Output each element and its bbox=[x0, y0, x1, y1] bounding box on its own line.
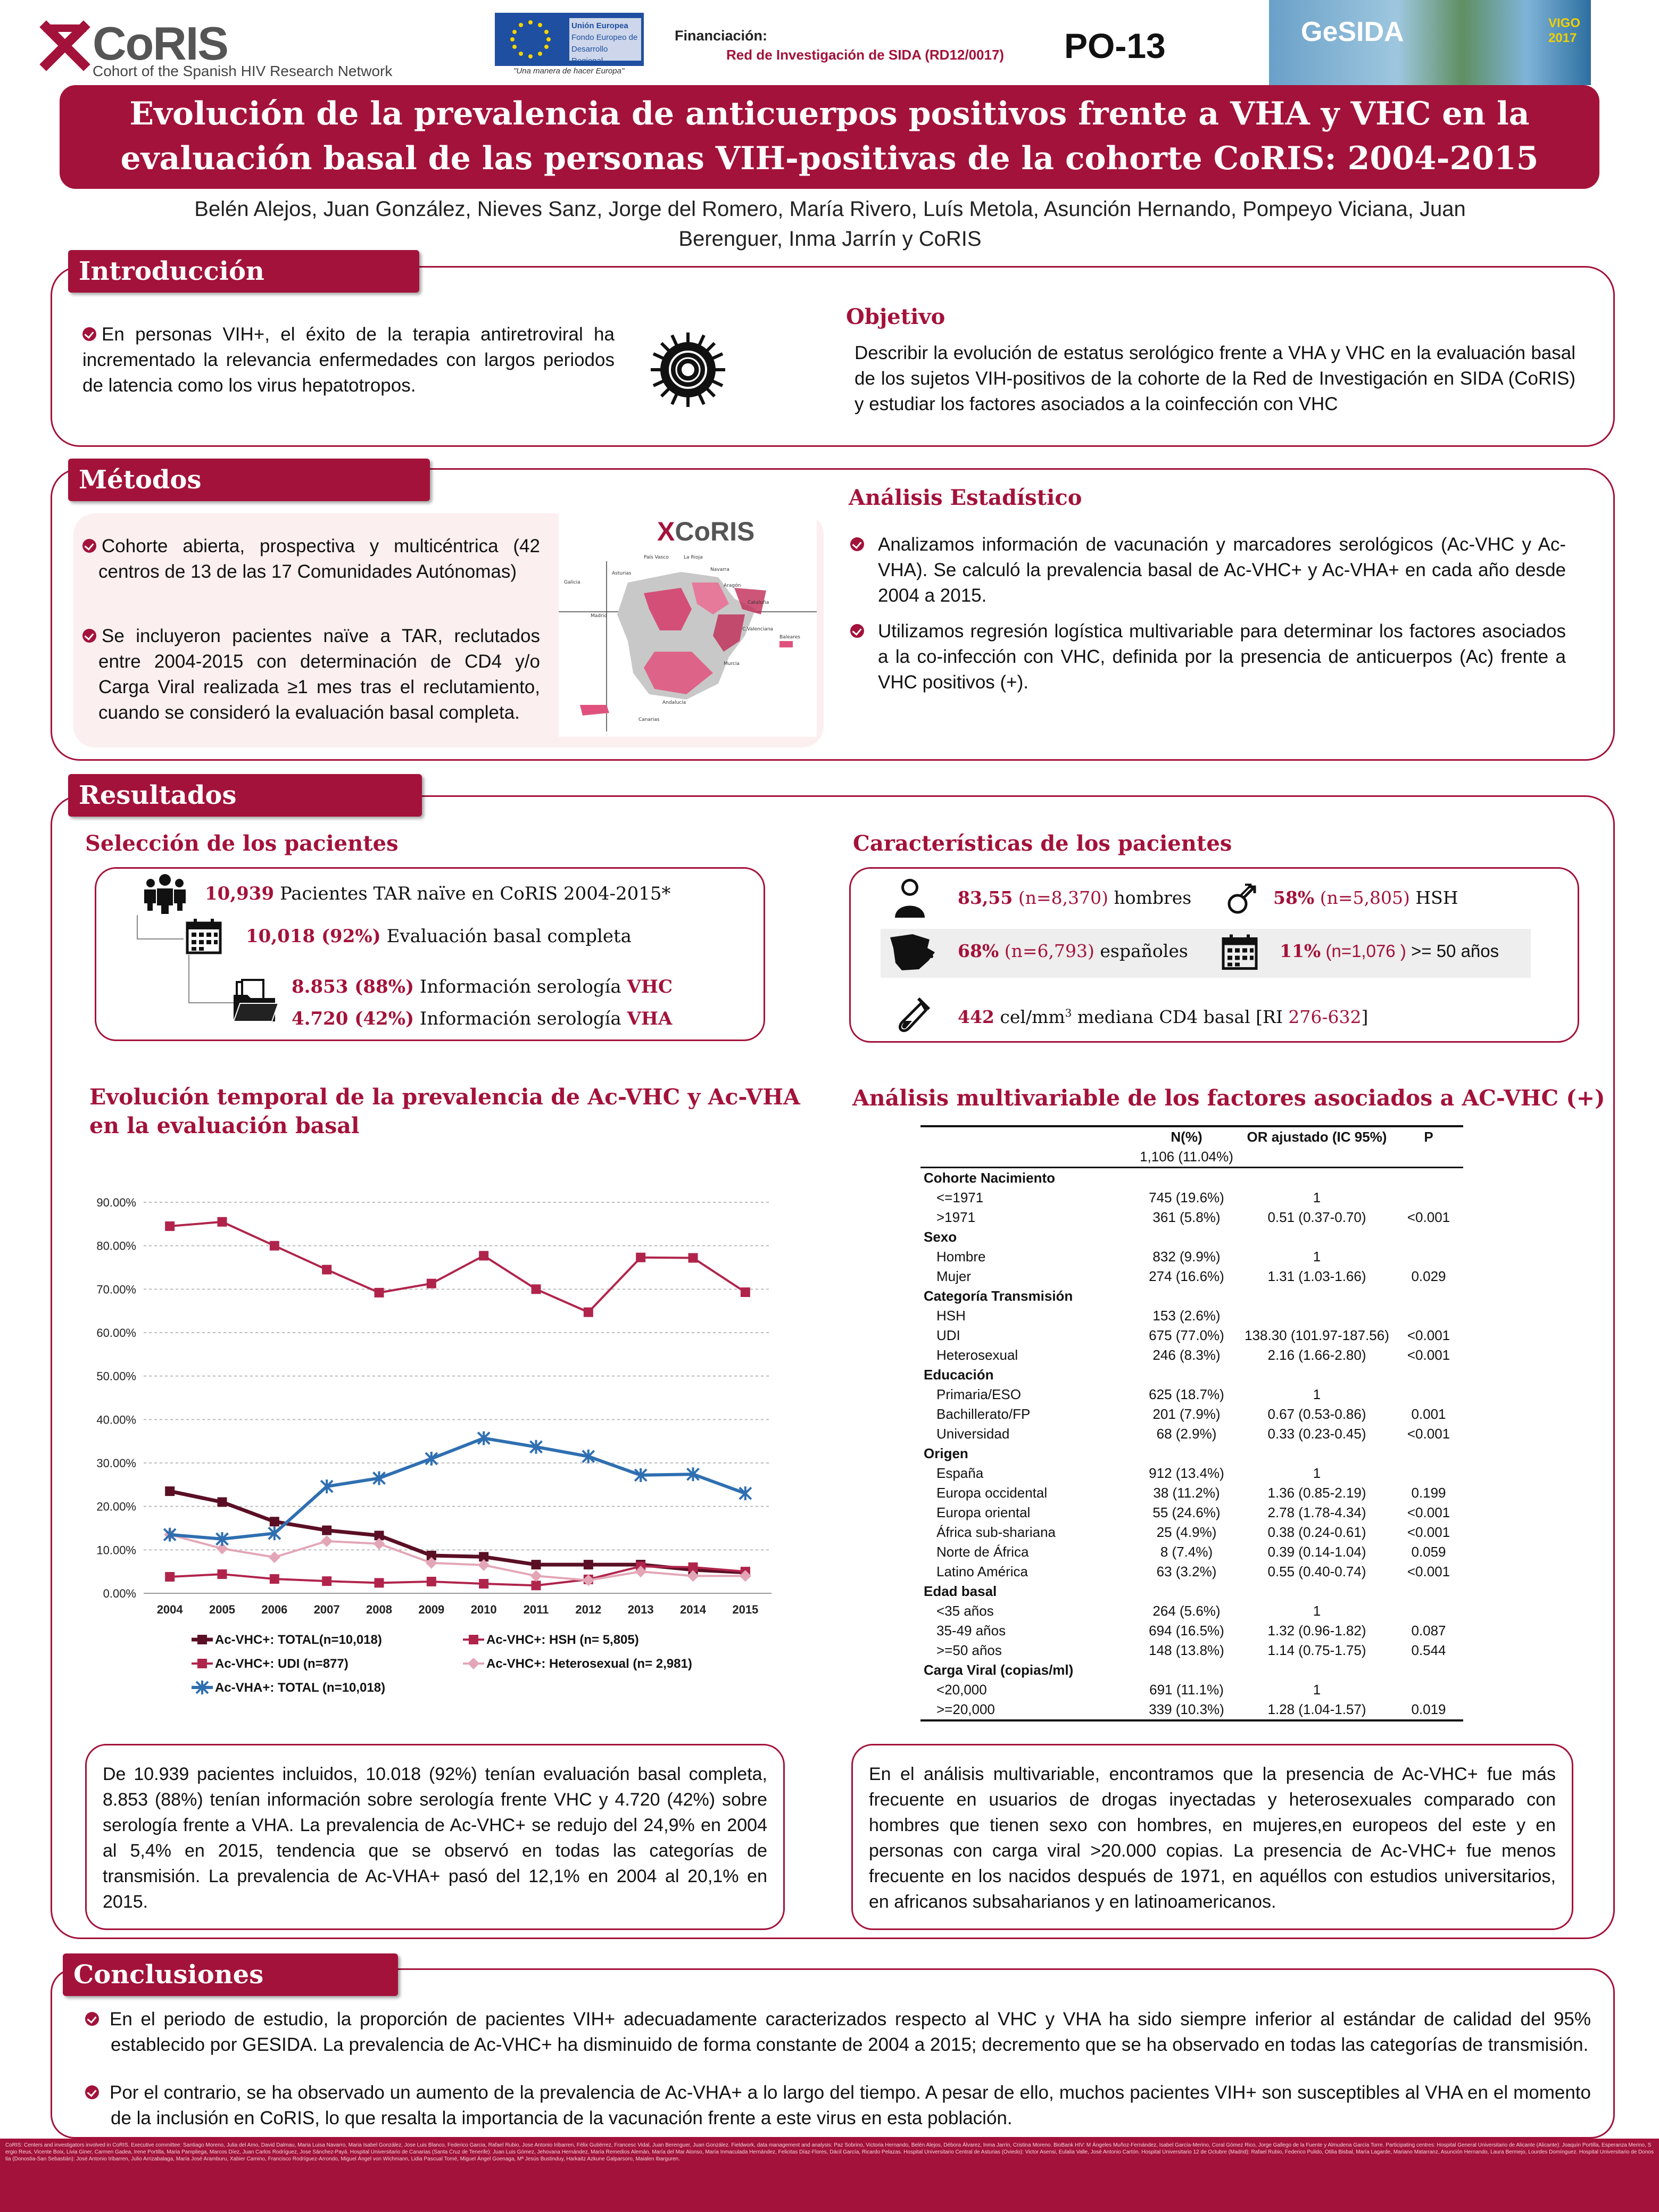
mv-cell-or: 1.28 (1.04-1.57) bbox=[1267, 1701, 1366, 1717]
analisis-heading: Análisis Estadístico bbox=[849, 485, 1082, 510]
mv-cell-or: 1.36 (0.85-2.19) bbox=[1267, 1485, 1366, 1501]
mv-data-row bbox=[920, 1208, 1463, 1227]
map-label: La Rioja bbox=[684, 555, 703, 560]
mv-data-row bbox=[920, 1562, 1463, 1582]
mv-data-row bbox=[920, 1326, 1463, 1345]
mv-cell-p bbox=[1394, 1247, 1463, 1267]
mv-group-row bbox=[920, 1227, 1463, 1247]
mv-cell-label: >1971 bbox=[936, 1209, 976, 1225]
mv-group-row bbox=[920, 1444, 1463, 1463]
mv-group-label: Origen bbox=[924, 1445, 968, 1461]
data-point bbox=[584, 1308, 593, 1317]
data-point bbox=[584, 1560, 593, 1569]
mv-table-wrapper bbox=[920, 1125, 1463, 1722]
seleccion-value: 10,939 bbox=[205, 883, 275, 904]
financiacion-value: Red de Investigación de SIDA (RD12/0017) bbox=[726, 47, 1005, 63]
y-tick-label: 30.00% bbox=[96, 1457, 136, 1470]
mv-cell-p: <0.001 bbox=[1407, 1504, 1450, 1520]
data-point bbox=[270, 1517, 279, 1526]
mv-cell-or: 1 bbox=[1313, 1465, 1321, 1481]
analisis-bullet-2 bbox=[850, 619, 1566, 695]
mv-subheader: 1,106 (11.04%) bbox=[1140, 1149, 1233, 1165]
mv-cell-p: 0.019 bbox=[1411, 1701, 1446, 1717]
seleccion-label: Pacientes TAR naïve en CoRIS 2004-2015* bbox=[279, 883, 671, 904]
y-tick-label: 60.00% bbox=[96, 1326, 136, 1340]
caract-heading: Características de los pacientes bbox=[853, 831, 1232, 856]
title-line-2: evaluación basal de las personas VIH-positivas de la cohorte CoRIS: 2004-2015 bbox=[120, 140, 1539, 177]
data-point bbox=[270, 1574, 279, 1584]
mv-data-row bbox=[920, 1523, 1463, 1542]
mv-cell-p: <0.001 bbox=[1407, 1327, 1450, 1343]
x-tick-label: 2006 bbox=[261, 1603, 288, 1616]
map-label: Aragón bbox=[724, 583, 741, 588]
calendar-icon bbox=[1221, 932, 1258, 972]
x-tick-label: 2005 bbox=[209, 1603, 235, 1616]
caract-hsh: 58% (n=5,805) HSH bbox=[1273, 887, 1458, 908]
mv-cell-label: UDI bbox=[936, 1327, 960, 1343]
calendar-icon bbox=[185, 918, 222, 955]
mv-cell-n: 264 (5.6%) bbox=[1152, 1603, 1221, 1619]
mv-cell-p: <0.001 bbox=[1407, 1347, 1450, 1363]
mv-group-row bbox=[920, 1582, 1463, 1601]
x-tick-label: 2009 bbox=[418, 1603, 445, 1616]
mv-cell-or: 1 bbox=[1313, 1603, 1321, 1619]
virus-icon bbox=[648, 330, 728, 410]
objetivo-heading: Objetivo bbox=[846, 304, 945, 329]
spain-icon bbox=[886, 932, 936, 975]
caract-men: 83,55 (n=8,370) hombres bbox=[958, 887, 1192, 908]
mv-cell-p: 0.544 bbox=[1411, 1642, 1446, 1658]
legend-label: Ac-VHC+: HSH (n= 5,805) bbox=[486, 1633, 639, 1647]
legend-marker bbox=[469, 1635, 478, 1644]
seleccion-label: Evaluación basal completa bbox=[386, 926, 632, 947]
mv-cell-label: España bbox=[936, 1465, 984, 1481]
data-point bbox=[427, 1279, 436, 1288]
mv-cell-p bbox=[1394, 1385, 1463, 1404]
mv-cell-label: <=1971 bbox=[936, 1190, 984, 1205]
coris-x-icon bbox=[44, 24, 86, 67]
mv-cell-label: Latino América bbox=[936, 1564, 1028, 1579]
y-tick-label: 50.00% bbox=[96, 1369, 136, 1383]
mv-group-label: Sexo bbox=[924, 1229, 957, 1245]
analisis-bullet-1-text: Analizamos información de vacunación y marcadores serológicos (Ac-VHC y Ac-VHA). Se calculó la prevalencia basal de Ac-VHC+ y Ac-VHA+ en cada año desde 2004 a 2015. bbox=[878, 534, 1566, 606]
x-tick-label: 2010 bbox=[470, 1603, 497, 1616]
conclusion-2 bbox=[85, 2080, 1591, 2131]
caract-cd4: 442 cel/$mm^3$ mediana CD4 basal [RI 276-632] bbox=[958, 1007, 1368, 1027]
legend-label: Ac-VHA+: TOTAL (n=10,018) bbox=[215, 1681, 386, 1695]
seleccion-value: 8.853 (88%) bbox=[292, 976, 414, 997]
mv-cell-n: 201 (7.9%) bbox=[1152, 1406, 1221, 1422]
mv-cell-p: <0.001 bbox=[1407, 1564, 1450, 1579]
mv-data-row bbox=[920, 1385, 1463, 1404]
mv-cell-n: 148 (13.8%) bbox=[1149, 1642, 1224, 1658]
mv-cell-or: 1 bbox=[1313, 1386, 1321, 1402]
mv-cell-p: 0.087 bbox=[1411, 1623, 1446, 1639]
conference-banner bbox=[1269, 0, 1591, 85]
mv-cell-p bbox=[1394, 1601, 1463, 1621]
mv-data-row bbox=[920, 1267, 1463, 1286]
metodos-heading: Métodos bbox=[68, 459, 430, 501]
summary-left-box bbox=[85, 1744, 785, 1930]
mv-cell-label: Primaria/ESO bbox=[936, 1386, 1021, 1402]
mv-cell-n: 339 (10.3%) bbox=[1149, 1701, 1224, 1717]
metodos-bullet-1-text: Cohorte abierta, prospectiva y multicéntrica (42 centros de 13 de las 17 Comunidades Autónomas) bbox=[98, 536, 540, 582]
eu-text-2: Fondo Europeo de bbox=[571, 33, 638, 42]
x-tick-label: 2012 bbox=[575, 1603, 602, 1616]
mv-cell-or: 1 bbox=[1313, 1682, 1321, 1698]
data-point bbox=[689, 1253, 698, 1263]
intro-heading: Introducción bbox=[68, 250, 419, 293]
data-point bbox=[375, 1288, 384, 1298]
data-point bbox=[427, 1577, 436, 1586]
mv-cell-or: 1.31 (1.03-1.66) bbox=[1267, 1268, 1366, 1284]
mv-cell-n: 912 (13.4%) bbox=[1149, 1465, 1224, 1481]
legend-label: Ac-VHC+: TOTAL(n=10,018) bbox=[215, 1633, 382, 1647]
chart-heading-line-1: Evolución temporal de la prevalencia de Ac-VHC y Ac-VHA bbox=[89, 1084, 800, 1110]
mv-cell-n: 25 (4.9%) bbox=[1156, 1524, 1217, 1540]
eu-flag bbox=[495, 13, 644, 66]
mv-data-row bbox=[920, 1601, 1463, 1621]
map-label: Madrid bbox=[591, 613, 607, 619]
mv-cell-p: 0.059 bbox=[1411, 1544, 1446, 1560]
mv-heading: Análisis multivariable de los factores asociados a AC-VHC (+) bbox=[852, 1085, 1605, 1111]
footer-text: CoRIS: Centers and investigators involved in CoRIS. Executive committee: Santiago Moreno, Julia del Amo, David Dalmau, Maria Luisa Navarro, Maria Isabel González, Jose Luis Blanco, Federico Garcia, Rafael Rubio, Jose Antonio Iribarren, Félix Gutiérrez, Francesc Vidal, Juan Berenguer, Juan González. Fieldwork, data management and analysis: Paz Sobrino, Victoria Hernando, Belén Alejos, Débora Álvarez, Inma Jarrín, Cristina Moreno. BioBank HIV: M Ángeles Muñoz-Fernández, Isabel García-Merino, Coral Gómez Rico, Jorge Gallego de la Fuente y Almudena García Torre. Participating centres: Hospital General Universitario de Alicante (Alicante): Joaquín Portilla, Esperanza Merino, Sergio Reus, Vicente Boix, Livia Giner, Carmen Gadea, Irene Portilla, Maria Pampliega, Marcos Díez, Juan Carlos Rodríguez, Jose Sánchez-Payá. Hospital Universitario de Canarias (Santa Cruz de Tenerife): Juan Luis Gómez, Jehovana Hernández, María Remedios Alemán, María del Mar Alonso, María Inmaculada Hernández, Felicitas Díaz-Flores, Dácil García, Ricardo Pelazas. Hospital Universitario Central de Asturias (Oviedo): Victor Asensi, Eulalia Valle, José Antonio Cartón. Hospital Universitario 12 de Octubre (Madrid): Rafael Rubio, Federico Pulido, Otilia Bisbal, María Lagarde, Mariano Matarranz, Asunción Hernando, Laura Bermejo, Lourdes Domínguez. Hospital Universitario de Donostia (Donostia-San Sebastián): José Antonio Iribarren, Julio Arrizabalaga, María José Aramburu, Xabier Camino, Francisco Rodríguez-Arrondo, Miguel Ángel von Wichmann, Lidia Pascual Tomé, Miguel Ángel Goenaga, Mª Jesús Bustinduy, Harkaitz Azkune Galparsoro, Maialen Ibarguren. bbox=[5, 2142, 1654, 2162]
coris-logo bbox=[44, 17, 393, 80]
test-tube-icon bbox=[894, 996, 931, 1034]
bullet-icon bbox=[82, 327, 96, 341]
data-point bbox=[218, 1217, 227, 1227]
series-line bbox=[170, 1438, 745, 1539]
map-label: Andalucía bbox=[662, 700, 686, 705]
mv-cell-n: 55 (24.6%) bbox=[1152, 1504, 1221, 1520]
mv-cell-n: 38 (11.2%) bbox=[1153, 1485, 1220, 1501]
mv-cell-p bbox=[1394, 1463, 1463, 1483]
y-tick-label: 10.00% bbox=[96, 1543, 136, 1557]
data-point bbox=[165, 1572, 175, 1582]
seleccion-heading: Selección de los pacientes bbox=[85, 831, 399, 856]
seleccion-label: Información serología bbox=[419, 976, 627, 997]
mv-cell-p bbox=[1394, 1680, 1463, 1700]
data-point bbox=[530, 1570, 542, 1582]
mv-cell-or: 1.14 (0.75-1.75) bbox=[1267, 1642, 1366, 1658]
bullet-icon bbox=[85, 2085, 99, 2099]
summary-right-box bbox=[851, 1744, 1573, 1930]
map-label: Cataluña bbox=[748, 600, 769, 605]
folder-icon bbox=[231, 979, 279, 1024]
eu-text-3: Desarrollo Regional bbox=[571, 45, 608, 65]
legend-label: Ac-VHC+: Heterosexual (n= 2,981) bbox=[486, 1657, 692, 1671]
mv-cell-n: 694 (16.5%) bbox=[1149, 1623, 1224, 1639]
mv-cell-p: <0.001 bbox=[1407, 1524, 1450, 1540]
summary-right-text: En el análisis multivariable, encontramos que la presencia de Ac-VHC+ fue más frecuente en usuarios de drogas inyectadas y heterosexuales comparado con hombres que tienen sexo con hombres, en mujeres,en europeos del este y en personas con carga viral >20.000 copias. La presencia de Ac-VHC+ fue menos frecuente en los nacidos después de 1971, en aquéllos con estudios universitarios, en africanos subsaharianos y en latinoamericanos. bbox=[869, 1764, 1556, 1912]
map-label: País Vasco bbox=[644, 555, 669, 560]
mv-cell-label: Europa oriental bbox=[936, 1504, 1031, 1520]
summary-left-text: De 10.939 pacientes incluidos, 10.018 (92%) tenían evaluación basal completa, 8.853 (88%) tenían información sobre serología frente VHC y 4.720 (42%) sobre serología frente a VHA. La prevalencia de Ac-VHC+ se redujo del 24,9% en 2004 al 5,4% en 2015, tendencia que se observó en todas las categorías de transmisión. La prevalencia de Ac-VHA+ pasó del 12,1% en 2004 al 20,1% en 2015. bbox=[103, 1764, 767, 1912]
bullet-icon bbox=[850, 624, 864, 638]
mv-col-or: OR ajustado (IC 95%) bbox=[1247, 1129, 1387, 1145]
mv-cell-or: 0.55 (0.40-0.74) bbox=[1267, 1564, 1366, 1579]
map-label: Asturias bbox=[612, 571, 632, 576]
chart-heading bbox=[89, 1083, 800, 1140]
caract-edad: 11% (n=1,076 ) >= 50 años bbox=[1280, 941, 1499, 961]
analisis-bullet-1 bbox=[850, 532, 1566, 609]
mv-data-row bbox=[920, 1247, 1463, 1267]
mv-cell-or: 1.32 (0.96-1.82) bbox=[1267, 1623, 1366, 1639]
conclusion-2-text: Por el contrario, se ha observado un aumento de la prevalencia de Ac-VHA+ a lo largo del tiempo. A pesar de ello, muchos pacientes VIH+ son susceptibles al VHA en el momento de la inclusión en CoRIS, lo que resalta la importancia de la vacunación frente a este virus en esta población. bbox=[110, 2082, 1591, 2128]
legend-marker bbox=[197, 1659, 207, 1668]
coris-logo-text: CoRIS bbox=[93, 17, 228, 70]
intro-text-content: En personas VIH+, el éxito de la terapia antiretroviral ha incrementado la relevancia enfermedades con largos periodos de latencia como los virus hepatotropos. bbox=[82, 324, 615, 396]
mv-group-label: Cohorte Nacimiento bbox=[924, 1170, 1056, 1186]
mv-cell-n: 625 (18.7%) bbox=[1149, 1386, 1224, 1402]
mv-data-row bbox=[920, 1404, 1463, 1424]
data-point bbox=[218, 1498, 227, 1507]
resultados-heading: Resultados bbox=[68, 774, 422, 817]
mv-group-row bbox=[920, 1365, 1463, 1385]
mv-cell-label: Bachillerato/FP bbox=[936, 1406, 1031, 1422]
series-line bbox=[170, 1222, 745, 1312]
data-point bbox=[532, 1284, 541, 1294]
spain-map-figure bbox=[559, 551, 817, 737]
mv-cell-p: 0.199 bbox=[1411, 1485, 1446, 1501]
people-icon bbox=[141, 872, 189, 915]
mv-cell-n: 274 (16.6%) bbox=[1149, 1268, 1224, 1284]
financiacion-label: Financiación: bbox=[675, 28, 768, 44]
conference-year: 2017 bbox=[1548, 31, 1577, 45]
mv-cell-p bbox=[1394, 1306, 1463, 1326]
mv-data-row bbox=[920, 1542, 1463, 1562]
mv-group-row bbox=[920, 1168, 1463, 1188]
y-tick-label: 80.00% bbox=[96, 1239, 136, 1253]
data-point bbox=[165, 1221, 175, 1231]
mv-cell-or bbox=[1240, 1306, 1394, 1326]
title-line-1: Evolución de la prevalencia de anticuerpos positivos frente a VHA y VHC en la bbox=[129, 95, 1530, 132]
mv-cell-label: Heterosexual bbox=[936, 1347, 1018, 1363]
data-point bbox=[218, 1569, 227, 1579]
data-point bbox=[375, 1578, 384, 1587]
mv-cell-or: 1 bbox=[1313, 1190, 1321, 1205]
seleccion-virus: VHA bbox=[627, 1008, 673, 1029]
bullet-icon bbox=[82, 629, 96, 643]
x-tick-label: 2007 bbox=[313, 1603, 340, 1616]
metodos-bullet-2-text: Se incluyeron pacientes naïve a TAR, reclutados entre 2004-2015 con determinación de CD4 y/o Carga Viral realizada ≥1 mes tras el reclutamiento, cuando se consideró la evaluación basal completa. bbox=[98, 626, 540, 723]
mv-col-n: N(%) bbox=[1171, 1129, 1202, 1145]
mv-group-label: Educación bbox=[924, 1367, 994, 1383]
map-coris-logo: XCoRIS bbox=[657, 517, 755, 546]
seleccion-row-1 bbox=[205, 883, 670, 904]
seleccion-row-4 bbox=[292, 1008, 672, 1029]
mv-cell-label: África sub-shariana bbox=[936, 1524, 1056, 1540]
eu-text-1: Unión Europea bbox=[571, 21, 628, 30]
mv-cell-n: 63 (3.2%) bbox=[1156, 1564, 1217, 1579]
mv-cell-label: 35-49 años bbox=[936, 1623, 1006, 1639]
data-point bbox=[322, 1265, 331, 1275]
mv-data-row bbox=[920, 1680, 1463, 1700]
mv-data-row bbox=[920, 1700, 1463, 1719]
mv-cell-or: 2.16 (1.66-2.80) bbox=[1267, 1347, 1366, 1363]
seleccion-row-3 bbox=[292, 976, 673, 997]
mv-cell-label: >=20,000 bbox=[936, 1701, 995, 1717]
male-male-icon bbox=[1224, 880, 1261, 918]
authors-line-2: Berenguer, Inma Jarrín y CoRIS bbox=[678, 227, 982, 251]
mv-cell-label: <20,000 bbox=[936, 1682, 987, 1698]
mv-cell-n: 832 (9.9%) bbox=[1152, 1249, 1221, 1265]
mv-group-row bbox=[920, 1286, 1463, 1306]
spain-map bbox=[559, 513, 817, 737]
mv-cell-n: 691 (11.1%) bbox=[1149, 1682, 1224, 1698]
mv-cell-or: 138.30 (101.97-187.56) bbox=[1245, 1327, 1389, 1343]
mv-cell-or: 0.39 (0.14-1.04) bbox=[1267, 1544, 1366, 1560]
map-label: Canarias bbox=[638, 717, 660, 722]
bullet-icon bbox=[850, 537, 864, 551]
legend-label: Ac-VHC+: UDI (n=877) bbox=[215, 1657, 349, 1671]
mv-cell-n: 8 (7.4%) bbox=[1160, 1544, 1213, 1560]
data-point bbox=[165, 1486, 175, 1496]
mv-data-row bbox=[920, 1345, 1463, 1365]
prevalence-line-chart bbox=[88, 1186, 785, 1695]
mv-cell-or: 0.33 (0.23-0.45) bbox=[1267, 1426, 1366, 1442]
y-tick-label: 20.00% bbox=[96, 1500, 136, 1514]
coris-logo-subtitle: Cohort of the Spanish HIV Research Network bbox=[93, 63, 393, 79]
data-point bbox=[322, 1576, 331, 1586]
x-tick-label: 2008 bbox=[366, 1603, 392, 1616]
mv-cell-n: 675 (77.0%) bbox=[1149, 1327, 1224, 1343]
mv-cell-p: 0.001 bbox=[1411, 1406, 1446, 1422]
mv-cell-label: Universidad bbox=[936, 1426, 1010, 1442]
legend-marker bbox=[197, 1635, 207, 1644]
caract-espanoles: 68% (n=6,793) españoles bbox=[958, 941, 1188, 961]
data-point bbox=[322, 1526, 331, 1535]
x-tick-label: 2004 bbox=[156, 1603, 183, 1616]
mv-cell-or: 0.38 (0.24-0.61) bbox=[1267, 1524, 1366, 1540]
mv-header-row bbox=[920, 1127, 1463, 1147]
mv-cell-p: <0.001 bbox=[1407, 1209, 1450, 1225]
series-line bbox=[170, 1491, 745, 1573]
data-point bbox=[636, 1253, 645, 1262]
data-point bbox=[270, 1241, 279, 1251]
x-tick-label: 2011 bbox=[523, 1603, 549, 1616]
conclusion-1-text: En el periodo de estudio, la proporción de pacientes VIH+ adecuadamente caracterizados respecto al VHC y VHA ha sido siempre inferior al estándar de calidad del 95% establecido por GESIDA. La prevalencia de Ac-VHC+ ha disminuido de forma constante de 2004 a 2015; decremento que se ha observado en todas las categorías de transmisión. bbox=[110, 2009, 1591, 2055]
metodos-bullet-1 bbox=[82, 534, 540, 585]
authors bbox=[160, 194, 1500, 254]
mv-cell-n: 68 (2.9%) bbox=[1156, 1426, 1217, 1442]
conclusiones-heading: Conclusiones bbox=[63, 1953, 398, 1996]
mv-data-row bbox=[920, 1483, 1463, 1503]
mv-cell-label: <35 años bbox=[936, 1603, 994, 1619]
mv-cell-label: Europa occidental bbox=[936, 1485, 1048, 1501]
seleccion-value: 10,018 (92%) bbox=[246, 926, 381, 947]
mv-cell-n: 361 (5.8%) bbox=[1152, 1209, 1221, 1225]
data-point bbox=[532, 1581, 541, 1590]
map-label: C.Valenciana bbox=[742, 627, 774, 632]
mv-group-label: Carga Viral (copias/ml) bbox=[924, 1662, 1074, 1678]
map-label: Baleares bbox=[779, 635, 800, 640]
conference-name: GeSIDA bbox=[1301, 16, 1404, 47]
data-point bbox=[321, 1535, 333, 1547]
mv-group-row bbox=[920, 1660, 1463, 1680]
x-tick-label: 2015 bbox=[732, 1603, 759, 1616]
mv-data-row bbox=[920, 1641, 1463, 1660]
map-label: Murcia bbox=[724, 661, 740, 667]
mv-table bbox=[920, 1127, 1463, 1719]
mv-cell-label: >=50 años bbox=[936, 1642, 1002, 1658]
objetivo-text: Describir la evolución de estatus serológico frente a VHA y VHC en la evaluación basal de los sujetos VIH-positivos de la cohorte de la Red de Investigación en SIDA (CoRIS) y estudiar los factores asociados a la coinfección con VHC bbox=[855, 343, 1575, 414]
mv-cell-n: 246 (8.3%) bbox=[1152, 1347, 1221, 1363]
footer-credits bbox=[0, 2139, 1659, 2212]
chart-heading-line-2: en la evaluación basal bbox=[89, 1113, 360, 1138]
seleccion-row-2 bbox=[246, 926, 632, 947]
mv-col-p: P bbox=[1424, 1129, 1433, 1145]
mv-cell-or: 1 bbox=[1313, 1249, 1321, 1265]
mv-data-row bbox=[920, 1188, 1463, 1208]
mv-cell-label: HSH bbox=[936, 1308, 966, 1324]
mv-cell-n: 745 (19.6%) bbox=[1149, 1190, 1224, 1205]
mv-data-row bbox=[920, 1463, 1463, 1483]
mv-cell-label: Mujer bbox=[936, 1268, 972, 1284]
mv-data-row bbox=[920, 1424, 1463, 1444]
mv-data-row bbox=[920, 1621, 1463, 1641]
eu-stars-icon bbox=[501, 17, 560, 62]
mv-cell-n: 153 (2.6%) bbox=[1152, 1308, 1221, 1324]
y-tick-label: 70.00% bbox=[96, 1283, 136, 1296]
seleccion-virus: VHC bbox=[627, 976, 673, 997]
mv-cell-p: 0.029 bbox=[1411, 1268, 1446, 1284]
seleccion-value: 4.720 (42%) bbox=[292, 1008, 414, 1029]
y-tick-label: 40.00% bbox=[96, 1413, 136, 1427]
bullet-icon bbox=[82, 539, 96, 553]
mv-cell-p: <0.001 bbox=[1407, 1426, 1450, 1442]
eu-slogan: "Una manera de hacer Europa" bbox=[513, 66, 625, 76]
data-point bbox=[532, 1560, 541, 1569]
mv-cell-or: 0.51 (0.37-0.70) bbox=[1267, 1209, 1366, 1225]
mv-cell-label: Hombre bbox=[936, 1249, 986, 1265]
metodos-bullet-2 bbox=[82, 623, 540, 726]
mv-data-row bbox=[920, 1503, 1463, 1523]
seleccion-label: Información serología bbox=[419, 1008, 627, 1029]
mv-cell-or: 2.78 (1.78-4.34) bbox=[1267, 1504, 1366, 1520]
poster-title bbox=[60, 85, 1599, 189]
intro-text bbox=[82, 322, 615, 398]
mv-group-label: Edad basal bbox=[924, 1583, 997, 1599]
map-label: Galicia bbox=[564, 580, 580, 585]
mv-group-label: Categoría Transmisión bbox=[924, 1288, 1073, 1304]
mv-data-row bbox=[920, 1306, 1463, 1326]
x-tick-label: 2013 bbox=[627, 1603, 654, 1616]
conference-city: VIGO bbox=[1548, 16, 1581, 30]
authors-line-1: Belén Alejos, Juan González, Nieves Sanz, Jorge del Romero, María Rivero, Luís Metola, Asunción Hernando, Pompeyo Viciana, Juan bbox=[194, 197, 1466, 221]
series-line bbox=[170, 1566, 745, 1585]
data-point bbox=[479, 1579, 488, 1589]
data-point bbox=[741, 1287, 750, 1297]
data-point bbox=[269, 1551, 280, 1563]
mv-cell-p bbox=[1394, 1188, 1463, 1208]
person-icon bbox=[894, 878, 926, 918]
data-point bbox=[479, 1251, 488, 1260]
map-label: Navarra bbox=[710, 567, 729, 572]
conclusion-1 bbox=[85, 2007, 1591, 2058]
mv-cell-or: 0.67 (0.53-0.86) bbox=[1267, 1406, 1366, 1422]
analisis-bullet-2-text: Utilizamos regresión logística multivariable para determinar los factores asociados a la co-infección con VHC, definida por la presencia de anticuerpos (Ac) frente a VHC positivos (+). bbox=[878, 621, 1566, 693]
poster-code: PO-13 bbox=[1064, 26, 1166, 65]
bullet-icon bbox=[85, 2012, 99, 2026]
y-tick-label: 90.00% bbox=[96, 1196, 136, 1209]
mv-cell-label: Norte de África bbox=[936, 1544, 1029, 1560]
y-tick-label: 0.00% bbox=[103, 1587, 136, 1600]
x-tick-label: 2014 bbox=[680, 1603, 706, 1616]
